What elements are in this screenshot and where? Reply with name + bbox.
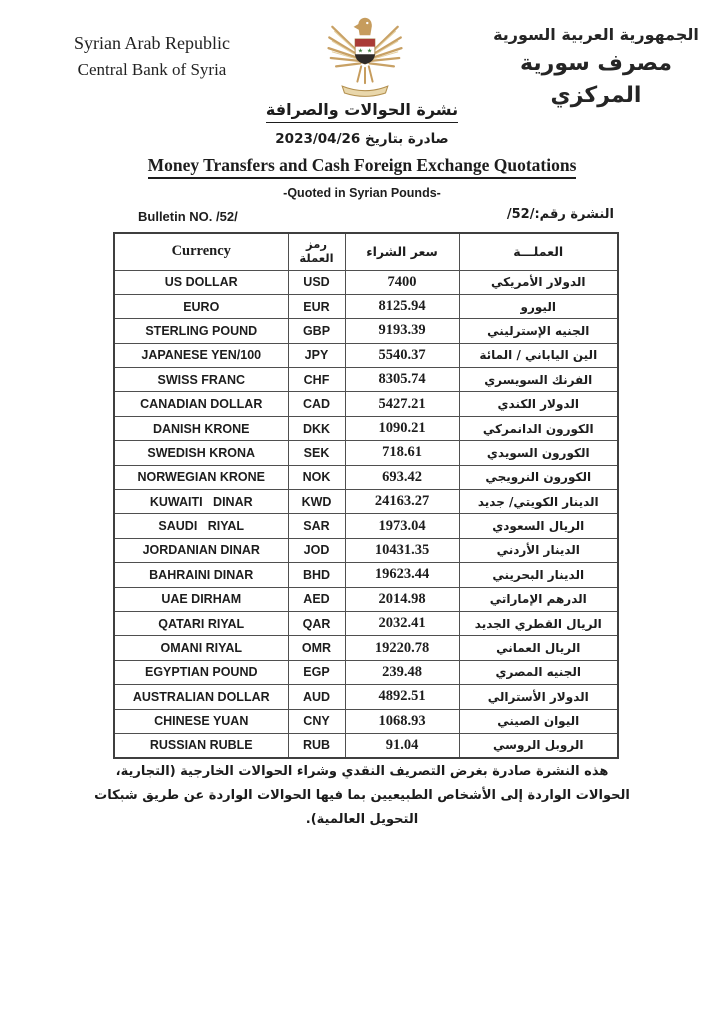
currency-code: AUD [288, 685, 345, 709]
bulletin-number-en: Bulletin NO. /52/ [138, 209, 238, 224]
bulletin-title-ar: نشرة الحوالات والصرافة [0, 100, 724, 119]
buy-rate: 19220.78 [345, 636, 459, 660]
currency-code: SAR [288, 514, 345, 538]
currency-name-en: QATARI RIYAL [114, 611, 288, 635]
currency-name-en: SAUDI RIYAL [114, 514, 288, 538]
currency-code: EUR [288, 294, 345, 318]
main-title-en: Money Transfers and Cash Foreign Exchange Quotations [0, 155, 724, 176]
currency-name-en: EGYPTIAN POUND [114, 660, 288, 684]
org-name-ar [474, 22, 718, 112]
currency-code: RUB [288, 733, 345, 757]
buy-rate: 239.48 [345, 660, 459, 684]
svg-text:★: ★ [357, 47, 364, 55]
currency-name-en: JAPANESE YEN/100 [114, 343, 288, 367]
issue-date-line: صادرة بتاريخ 2023/04/26 [275, 131, 449, 147]
col-header-currency-name-ar: العملـــة [459, 233, 618, 270]
buy-rate: 693.42 [345, 465, 459, 489]
col-header-currency-code-ar: رمز العملة [288, 233, 345, 270]
currency-code: QAR [288, 611, 345, 635]
currency-name-ar: الين الياباني / المائة [459, 343, 618, 367]
table-row [114, 294, 618, 318]
table-row [114, 538, 618, 562]
org-name-ar-line2: مصرف سورية المركزي [520, 51, 672, 108]
table-row [114, 441, 618, 465]
buy-rate: 8305.74 [345, 368, 459, 392]
currency-name-ar: الفرنك السويسري [459, 368, 618, 392]
currency-name-ar: الكورون السويدي [459, 441, 618, 465]
buy-rate: 5427.21 [345, 392, 459, 416]
table-row [114, 685, 618, 709]
table-body [114, 270, 618, 758]
currency-name-ar: الدرهم الإماراتي [459, 587, 618, 611]
currency-name-en: EURO [114, 294, 288, 318]
currency-code: EGP [288, 660, 345, 684]
currency-name-en: US DOLLAR [114, 270, 288, 294]
table-row [114, 611, 618, 635]
subtitle-quoted-in-pounds: -Quoted in Syrian Pounds- [283, 186, 441, 200]
table-row [114, 660, 618, 684]
currency-name-en: RUSSIAN RUBLE [114, 733, 288, 757]
table-row [114, 733, 618, 757]
currency-name-ar: الدولار الكندي [459, 392, 618, 416]
buy-rate: 8125.94 [345, 294, 459, 318]
currency-code: DKK [288, 416, 345, 440]
currency-name-ar: الروبل الروسي [459, 733, 618, 757]
currency-code: USD [288, 270, 345, 294]
currency-name-en: DANISH KRONE [114, 416, 288, 440]
table-row [114, 490, 618, 514]
table-row [114, 563, 618, 587]
org-name-ar-line1: الجمهورية العربية السورية [493, 25, 699, 44]
currency-code: SEK [288, 441, 345, 465]
table-row [114, 368, 618, 392]
currency-name-en: CANADIAN DOLLAR [114, 392, 288, 416]
currency-name-ar: الكورون الدانمركي [459, 416, 618, 440]
buy-rate: 1973.04 [345, 514, 459, 538]
table-row [114, 465, 618, 489]
org-name-en [40, 30, 264, 84]
table-row [114, 709, 618, 733]
currency-code: JPY [288, 343, 345, 367]
buy-rate: 9193.39 [345, 319, 459, 343]
currency-name-ar: الكورون النرويجي [459, 465, 618, 489]
currency-name-ar: اليورو [459, 294, 618, 318]
currency-name-en: KUWAITI DINAR [114, 490, 288, 514]
buy-rate: 2014.98 [345, 587, 459, 611]
col-header-currency-en: Currency [114, 233, 288, 270]
bulletin-number-ar: النشرة رقم:/52/ [506, 207, 614, 222]
syrian-eagle-emblem-icon [327, 16, 403, 100]
currency-name-ar: الدينار الأردني [459, 538, 618, 562]
table-row [114, 270, 618, 294]
table-row [114, 636, 618, 660]
buy-rate: 19623.44 [345, 563, 459, 587]
currency-code: JOD [288, 538, 345, 562]
currency-code: CAD [288, 392, 345, 416]
currency-name-en: SWISS FRANC [114, 368, 288, 392]
currency-code: BHD [288, 563, 345, 587]
buy-rate: 1068.93 [345, 709, 459, 733]
col-header-buy-rate-ar: سعر الشراء [345, 233, 459, 270]
table-row [114, 392, 618, 416]
currency-code: AED [288, 587, 345, 611]
currency-name-en: UAE DIRHAM [114, 587, 288, 611]
currency-name-en: NORWEGIAN KRONE [114, 465, 288, 489]
buy-rate: 7400 [345, 270, 459, 294]
currency-name-ar: الدينار البحريني [459, 563, 618, 587]
currency-code: OMR [288, 636, 345, 660]
currency-code: CHF [288, 368, 345, 392]
currency-name-ar: الدولار الأمريكي [459, 270, 618, 294]
currency-name-ar: الدولار الأسترالي [459, 685, 618, 709]
currency-name-en: CHINESE YUAN [114, 709, 288, 733]
currency-name-en: BAHRAINI DINAR [114, 563, 288, 587]
buy-rate: 91.04 [345, 733, 459, 757]
buy-rate: 718.61 [345, 441, 459, 465]
table-row [114, 416, 618, 440]
buy-rate: 1090.21 [345, 416, 459, 440]
footer-note-ar: هذه النشرة صادرة بغرض التصريف النقدي وشراء الحوالات الخارجية (التجارية، الحوالات الواردة إلى الأشخاص الطبيعيين بما فيها الحوالات الواردة عن طريق شبكات التحويل العالمية). [94, 764, 630, 827]
currency-code: CNY [288, 709, 345, 733]
table-row [114, 587, 618, 611]
currency-code: KWD [288, 490, 345, 514]
currency-name-en: SWEDISH KRONA [114, 441, 288, 465]
buy-rate: 5540.37 [345, 343, 459, 367]
currency-name-ar: الريال العماني [459, 636, 618, 660]
table-row [114, 343, 618, 367]
currency-name-en: AUSTRALIAN DOLLAR [114, 685, 288, 709]
currency-code: NOK [288, 465, 345, 489]
table-row [114, 319, 618, 343]
currency-name-ar: اليوان الصيني [459, 709, 618, 733]
currency-code: GBP [288, 319, 345, 343]
currency-name-ar: الدينار الكويتي/ جديد [459, 490, 618, 514]
exchange-rates-table [113, 232, 619, 759]
currency-name-en: STERLING POUND [114, 319, 288, 343]
currency-name-ar: الجنيه الإسترليني [459, 319, 618, 343]
currency-name-ar: الريال السعودي [459, 514, 618, 538]
svg-text:★: ★ [366, 47, 373, 55]
currency-name-en: OMANI RIYAL [114, 636, 288, 660]
table-header-row [114, 233, 618, 270]
currency-name-en: JORDANIAN DINAR [114, 538, 288, 562]
org-name-en-line2: Central Bank of Syria [77, 60, 227, 79]
org-name-en-line1: Syrian Arab Republic [74, 33, 230, 53]
currency-name-ar: الريال القطري الجديد [459, 611, 618, 635]
buy-rate: 24163.27 [345, 490, 459, 514]
currency-name-ar: الجنيه المصري [459, 660, 618, 684]
buy-rate: 10431.35 [345, 538, 459, 562]
buy-rate: 2032.41 [345, 611, 459, 635]
table-row [114, 514, 618, 538]
buy-rate: 4892.51 [345, 685, 459, 709]
